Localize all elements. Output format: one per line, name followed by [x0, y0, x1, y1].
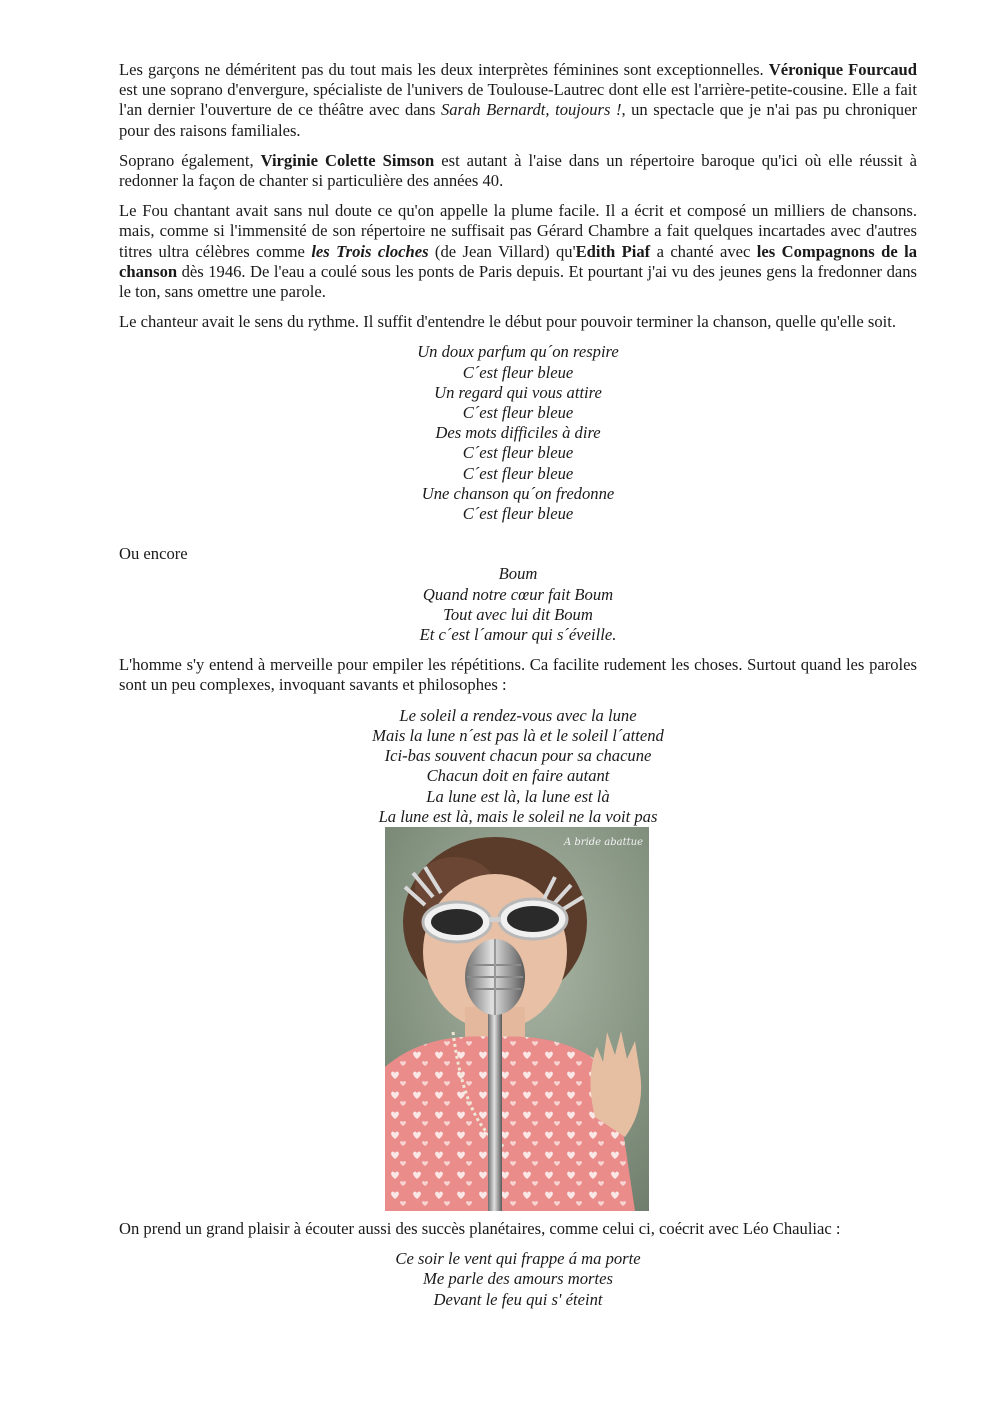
paragraph-rhythm: Le chanteur avait le sens du rythme. Il suffit d'entendre le début pour pouvoir terminer la chanson, quelle qu'elle soit.	[119, 312, 897, 332]
photo-watermark: A bride abattue	[564, 836, 643, 848]
paragraph-repetitions: L'homme s'y entend à merveille pour empiler les répétitions. Ca facilite rudement les choses. Surtout quand les paroles sont un peu complexes, invoquant savants et philosophes :	[119, 655, 917, 695]
verse-line: Une chanson qu´on fredonne	[421, 483, 615, 503]
verse-line: Mais la lune n´est pas là et le soleil l´attend	[372, 725, 664, 745]
singer-with-microphone-icon	[385, 827, 649, 1211]
artist-name: Edith Piaf	[575, 241, 651, 261]
verse-line: C´est fleur bleue	[462, 463, 574, 483]
paragraph-ou-encore: Ou encore	[119, 544, 188, 564]
verse-line: C´est fleur bleue	[462, 443, 574, 463]
text: est autant à l'aise dans un répertoire baroque qu'ici où elle réussit à redonner la façon de chanter si particulière des années 40.	[119, 150, 917, 191]
verse-line: C´est fleur bleue	[462, 362, 574, 382]
verse-line: Devant le feu qui s' éteint	[433, 1289, 603, 1309]
paragraph-succes: On prend un grand plaisir à écouter aussi des succès planétaires, comme celui ci, coécrit avec Léo Chauliac :	[119, 1218, 841, 1238]
text: (de Jean Villard) qu'	[428, 241, 576, 261]
verse-line: C´est fleur bleue	[462, 403, 574, 423]
verse-line: Ce soir le vent qui frappe á ma porte	[395, 1249, 641, 1269]
verse-line: La lune est là, mais le soleil ne la voit pas	[378, 806, 658, 826]
verse-fleur-bleue	[119, 342, 917, 524]
text: a chanté avec	[650, 241, 757, 261]
verse-boum	[119, 564, 917, 645]
paragraph-performers	[119, 60, 917, 141]
text: dès 1946. De l'eau a coulé sous les ponts de Paris depuis. Et pourtant j'ai vu des jeunes gens la fredonner dans le ton, sans omettre une parole.	[119, 261, 917, 302]
singer-photo	[385, 827, 649, 1211]
text: Les garçons ne déméritent pas du tout mais les deux interprètes féminines sont exceptionnelles.	[119, 60, 769, 79]
verse-ce-soir	[119, 1249, 917, 1310]
text: , un spectacle que je n'ai pas pu chroniquer pour des raisons familiales.	[119, 100, 917, 140]
verse-soleil-lune	[119, 706, 917, 827]
verse-line: Un regard qui vous attire	[434, 382, 602, 402]
performer-name: Véronique Fourcaud	[768, 60, 918, 79]
verse-line: Quand notre cœur fait Boum	[422, 584, 614, 604]
paragraph-soprano	[119, 151, 917, 191]
paragraph-repertoire	[119, 201, 917, 302]
verse-line: Et c´est l´amour qui s´éveille.	[419, 625, 617, 645]
verse-line: Un doux parfum qu´on respire	[417, 342, 619, 362]
text: Soprano également,	[119, 150, 261, 170]
performer-name: Virginie Colette Simson	[260, 150, 435, 170]
show-title: Sarah Bernardt, toujours !	[440, 100, 622, 120]
verse-line: Boum	[498, 564, 538, 584]
verse-line: Ici-bas souvent chacun pour sa chacune	[384, 746, 652, 766]
verse-line: Me parle des amours mortes	[423, 1269, 613, 1289]
verse-line: Des mots difficiles à dire	[435, 423, 601, 443]
verse-line: La lune est là, la lune est là	[426, 786, 610, 806]
verse-line: Tout avec lui dit Boum	[443, 604, 593, 624]
text: Le Fou chantant avait sans nul doute ce qu'on appelle la plume facile. Il a écrit et composé un milliers de chansons. mais, comme si l'immensité de son répertoire ne suffisait pas Gérard Chambre a fait quelques incartades avec d'autres titres ultra célèbres comme	[119, 201, 917, 261]
song-title: les Trois cloches	[311, 241, 429, 261]
article-body	[119, 60, 917, 1310]
verse-line: Chacun doit en faire autant	[426, 766, 610, 786]
group-name: les Compagnons de la chanson	[119, 241, 917, 281]
photo-container	[119, 827, 917, 1211]
verse-line: C´est fleur bleue	[462, 504, 574, 524]
verse-line: Le soleil a rendez-vous avec la lune	[399, 705, 637, 725]
text: est une soprano d'envergure, spécialiste de l'univers de Toulouse-Lautrec dont elle est l'arrière-petite-cousine. Elle a fait l'an dernier l'ouverture de ce théâtre avec dans	[119, 80, 917, 120]
